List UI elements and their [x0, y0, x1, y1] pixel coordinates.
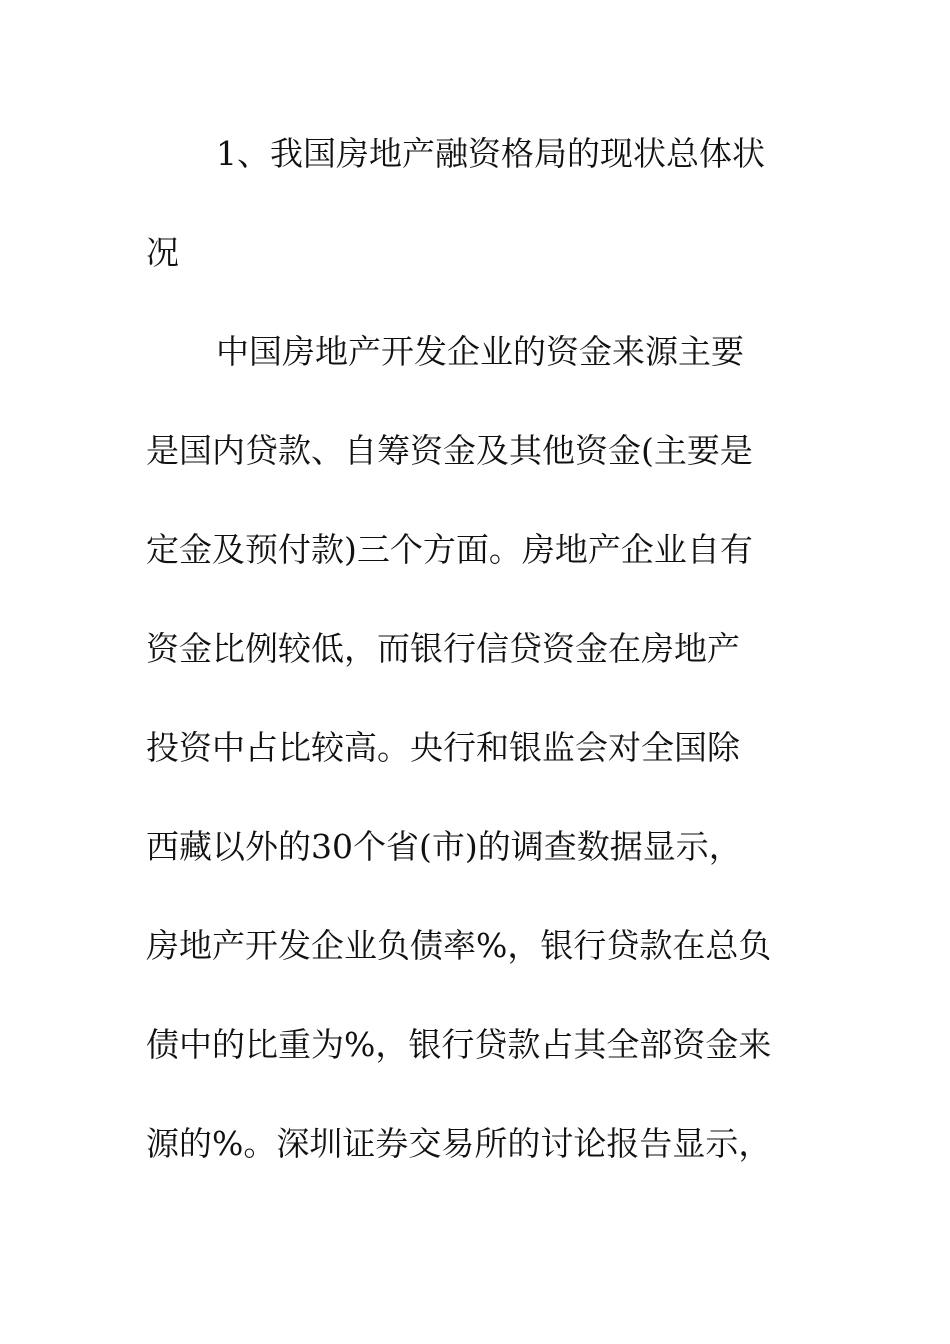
paragraph-line-6: 西藏以外的30个省(市)的调查数据显示， [146, 827, 742, 866]
section-heading-line-2: 况 [146, 233, 179, 272]
paragraph-line-7: 房地产开发企业负债率%，银行贷款在总负 [146, 926, 772, 965]
section-heading-line-1: 1、我国房地产融资格局的现状总体状 [216, 134, 765, 173]
paragraph-line-8: 债中的比重为%，银行贷款占其全部资金来 [146, 1025, 772, 1064]
paragraph-line-1: 中国房地产开发企业的资金来源主要 [216, 332, 744, 371]
paragraph-line-4: 资金比例较低，而银行信贷资金在房地产 [146, 629, 740, 668]
paragraph-line-9: 源的%。深圳证券交易所的讨论报告显示， [146, 1124, 772, 1163]
paragraph-line-2: 是国内贷款、自筹资金及其他资金(主要是 [146, 431, 753, 470]
paragraph-line-5: 投资中占比较高。央行和银监会对全国除 [146, 728, 740, 767]
paragraph-line-3: 定金及预付款)三个方面。房地产企业自有 [146, 530, 753, 569]
